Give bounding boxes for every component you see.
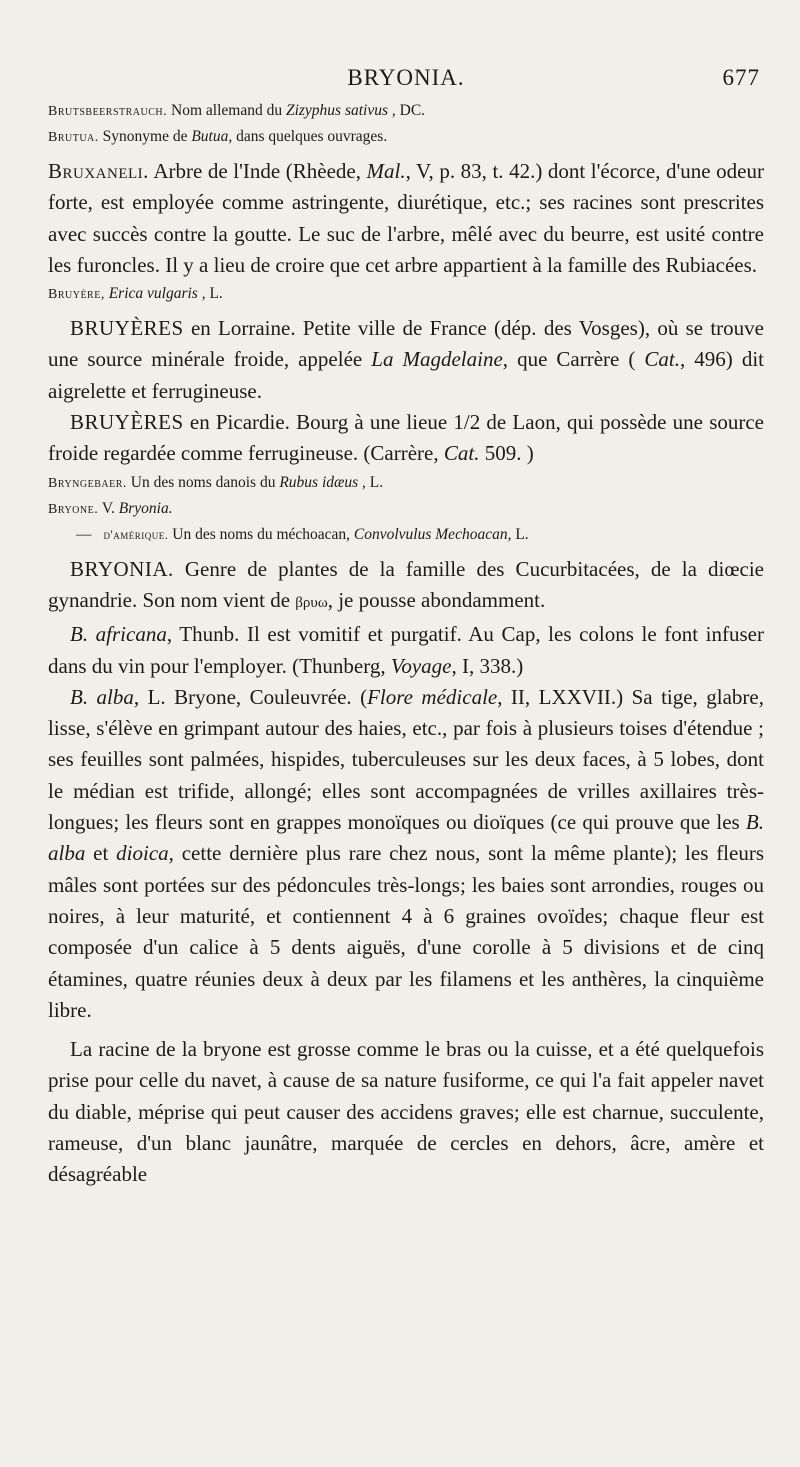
entry-greek: βρυω: [295, 594, 328, 611]
entry-italic: Cat.: [443, 441, 480, 466]
entry-bruyeres-picardie: [48, 407, 764, 470]
entry-italic: B. alba: [48, 810, 764, 866]
page-number: 677: [722, 65, 760, 90]
entry-italic: dioica: [116, 841, 169, 866]
entry-text: V.: [98, 499, 119, 517]
entry-text: , II, LXXVII.) Sa tige, glabre, lisse, s'élève en grimpant autour des haies, etc., par fois à plusieurs toises d'étendue ; ses feuilles sont palmées, hispides, tuberculeuses sur les deux faces, à 5 lobes, dont le médian est trifide, allongé; elles sont accompagnées de vrilles axillaires très-longues; les fleurs sont en grappes monoïques ou dioïques (ce qui prouve que les: [48, 684, 764, 835]
entry-text: , L.: [507, 525, 529, 543]
entry-text: Arbre de l'Inde (Rhèede,: [148, 159, 367, 183]
entry-text: Un des noms danois du: [126, 473, 280, 491]
entry-brutua: [48, 124, 764, 150]
entry-text: Synonyme de: [98, 128, 192, 145]
entry-text: en Picardie. Bourg à une lieue 1/2 de Laon, qui possède une source froide regardée comme ferrugineuse. (Carrère,: [48, 410, 764, 466]
entry-italic: Convolvulus Mechoacan: [353, 525, 508, 543]
entry-headword: Bryngebaer.: [48, 475, 127, 491]
entry-text: Genre de plantes de la famille des Cucurbitacées, de la diœcie gynandrie. Son nom vient de: [48, 556, 764, 612]
entry-headword: BRYONIA.: [70, 556, 174, 581]
entry-text: , cette dernière plus rare chez nous, sont la même plante); les fleurs mâles sont portées sur des pédoncules très-longs; les baies sont arrondies, rouges ou noires, à leur maturité, et contiennent 4 à 6 graines ovoïdes; chaque fleur est composée d'un calice à 5 dents aiguës, d'une corolle à 5 divisions et de cinq étamines, quatre réunies deux à deux par les filamens et les anthères, la cinquième libre.: [48, 841, 765, 1022]
entry-text: , Thunb. Il est vomitif et purgatif. Au Cap, les colons le font infuser dans du vin pour l'employer. (Thunberg,: [48, 622, 764, 678]
entry-text: dans quelques ouvrages.: [232, 128, 388, 145]
entry-italic: Bryonia.: [118, 499, 173, 517]
entry-headword: Bruyère,: [48, 287, 105, 303]
entry-bryngebaer: [48, 470, 764, 496]
entry-bruxaneli: [48, 156, 764, 281]
entry-headword: BRUYÈRES: [70, 410, 184, 435]
entry-text: , L. Bryone, Couleuvrée. (: [133, 684, 368, 709]
entry-text: en Lorraine. Petite ville de France (dép. des Vosges), où se trouve une source minérale froide, appelée: [48, 316, 764, 372]
entry-headword: Bryone.: [48, 501, 99, 517]
entry-bruyere: [48, 281, 764, 307]
entry-italic: Flore médicale: [367, 684, 498, 709]
entry-italic: Erica vulgaris: [104, 285, 198, 303]
entry-text: , I, 338.): [451, 653, 524, 678]
entry-italic: Voyage: [390, 653, 452, 678]
entry-text: , L.: [358, 473, 384, 491]
entry-italic: B. africana: [70, 622, 167, 647]
entry-italic: Zizyphus sativus: [285, 102, 389, 119]
entry-italic: Butua,: [191, 128, 233, 145]
entry-headword: Brutsbeerstrauch.: [48, 104, 168, 119]
paragraph-racine: [48, 1034, 764, 1190]
entry-text: 509. ): [479, 441, 534, 466]
entry-b-alba: [48, 682, 764, 1026]
entry-headword: Bruxaneli.: [48, 159, 149, 183]
entry-text: Nom allemand du: [167, 102, 286, 119]
entry-italic: B. alba: [70, 684, 134, 709]
entry-text: , DC.: [388, 102, 426, 119]
entry-b-africana: [48, 619, 764, 682]
entry-bryone: [48, 496, 764, 522]
entry-text: et: [85, 841, 117, 866]
entry-italic: La Magdelaine: [371, 347, 503, 372]
entry-text: , V, p. 83, t. 42.) dont l'écorce, d'une odeur forte, est employée comme astringente, diurétique, etc.; ses racines sont prescrites avec succès contre la goutte. Le suc de l'arbre, mêlé avec du beurre, est usité contre les furoncles. Il y a lieu de croire que cet arbre appartient à la famille des Rubiacées.: [48, 159, 764, 277]
entry-text: La racine de la bryone est grosse comme le bras ou la cuisse, et a été quelquefois prise pour celle du navet, à cause de sa nature fusiforme, ce qui l'a fait appeler navet du diable, méprise qui peut causer des accidens graves; elle est charnue, succulente, rameuse, d'un blanc jaunâtre, marquée de cercles en dehors, âcre, amère et désagréable: [48, 1037, 764, 1187]
running-head-title: BRYONIA.: [347, 65, 465, 90]
entry-bryonia: [48, 554, 764, 620]
entry-text: , je pousse abondamment.: [327, 587, 546, 612]
entry-headword: BRUYÈRES: [70, 316, 184, 341]
entry-subheadword: d'amérique.: [103, 527, 169, 542]
running-head: [48, 58, 764, 98]
entry-headword: Brutua.: [48, 130, 99, 145]
entry-italic: Rubus idæus: [279, 473, 359, 491]
entry-text: , que Carrère (: [502, 347, 645, 372]
entry-text: , L.: [197, 285, 223, 303]
entry-dash: —: [76, 525, 92, 543]
entry-bryone-damerique: [48, 522, 764, 548]
entry-text: , 496) dit aigrelette et ferrugineuse.: [48, 347, 764, 403]
entry-bruyeres-lorraine: [48, 313, 764, 407]
entry-italic: Cat.: [644, 347, 681, 372]
entry-text: Un des noms du méchoacan,: [168, 525, 354, 543]
entry-brutsbeerstrauch: [48, 98, 764, 124]
entry-italic: Mal.: [366, 159, 406, 183]
